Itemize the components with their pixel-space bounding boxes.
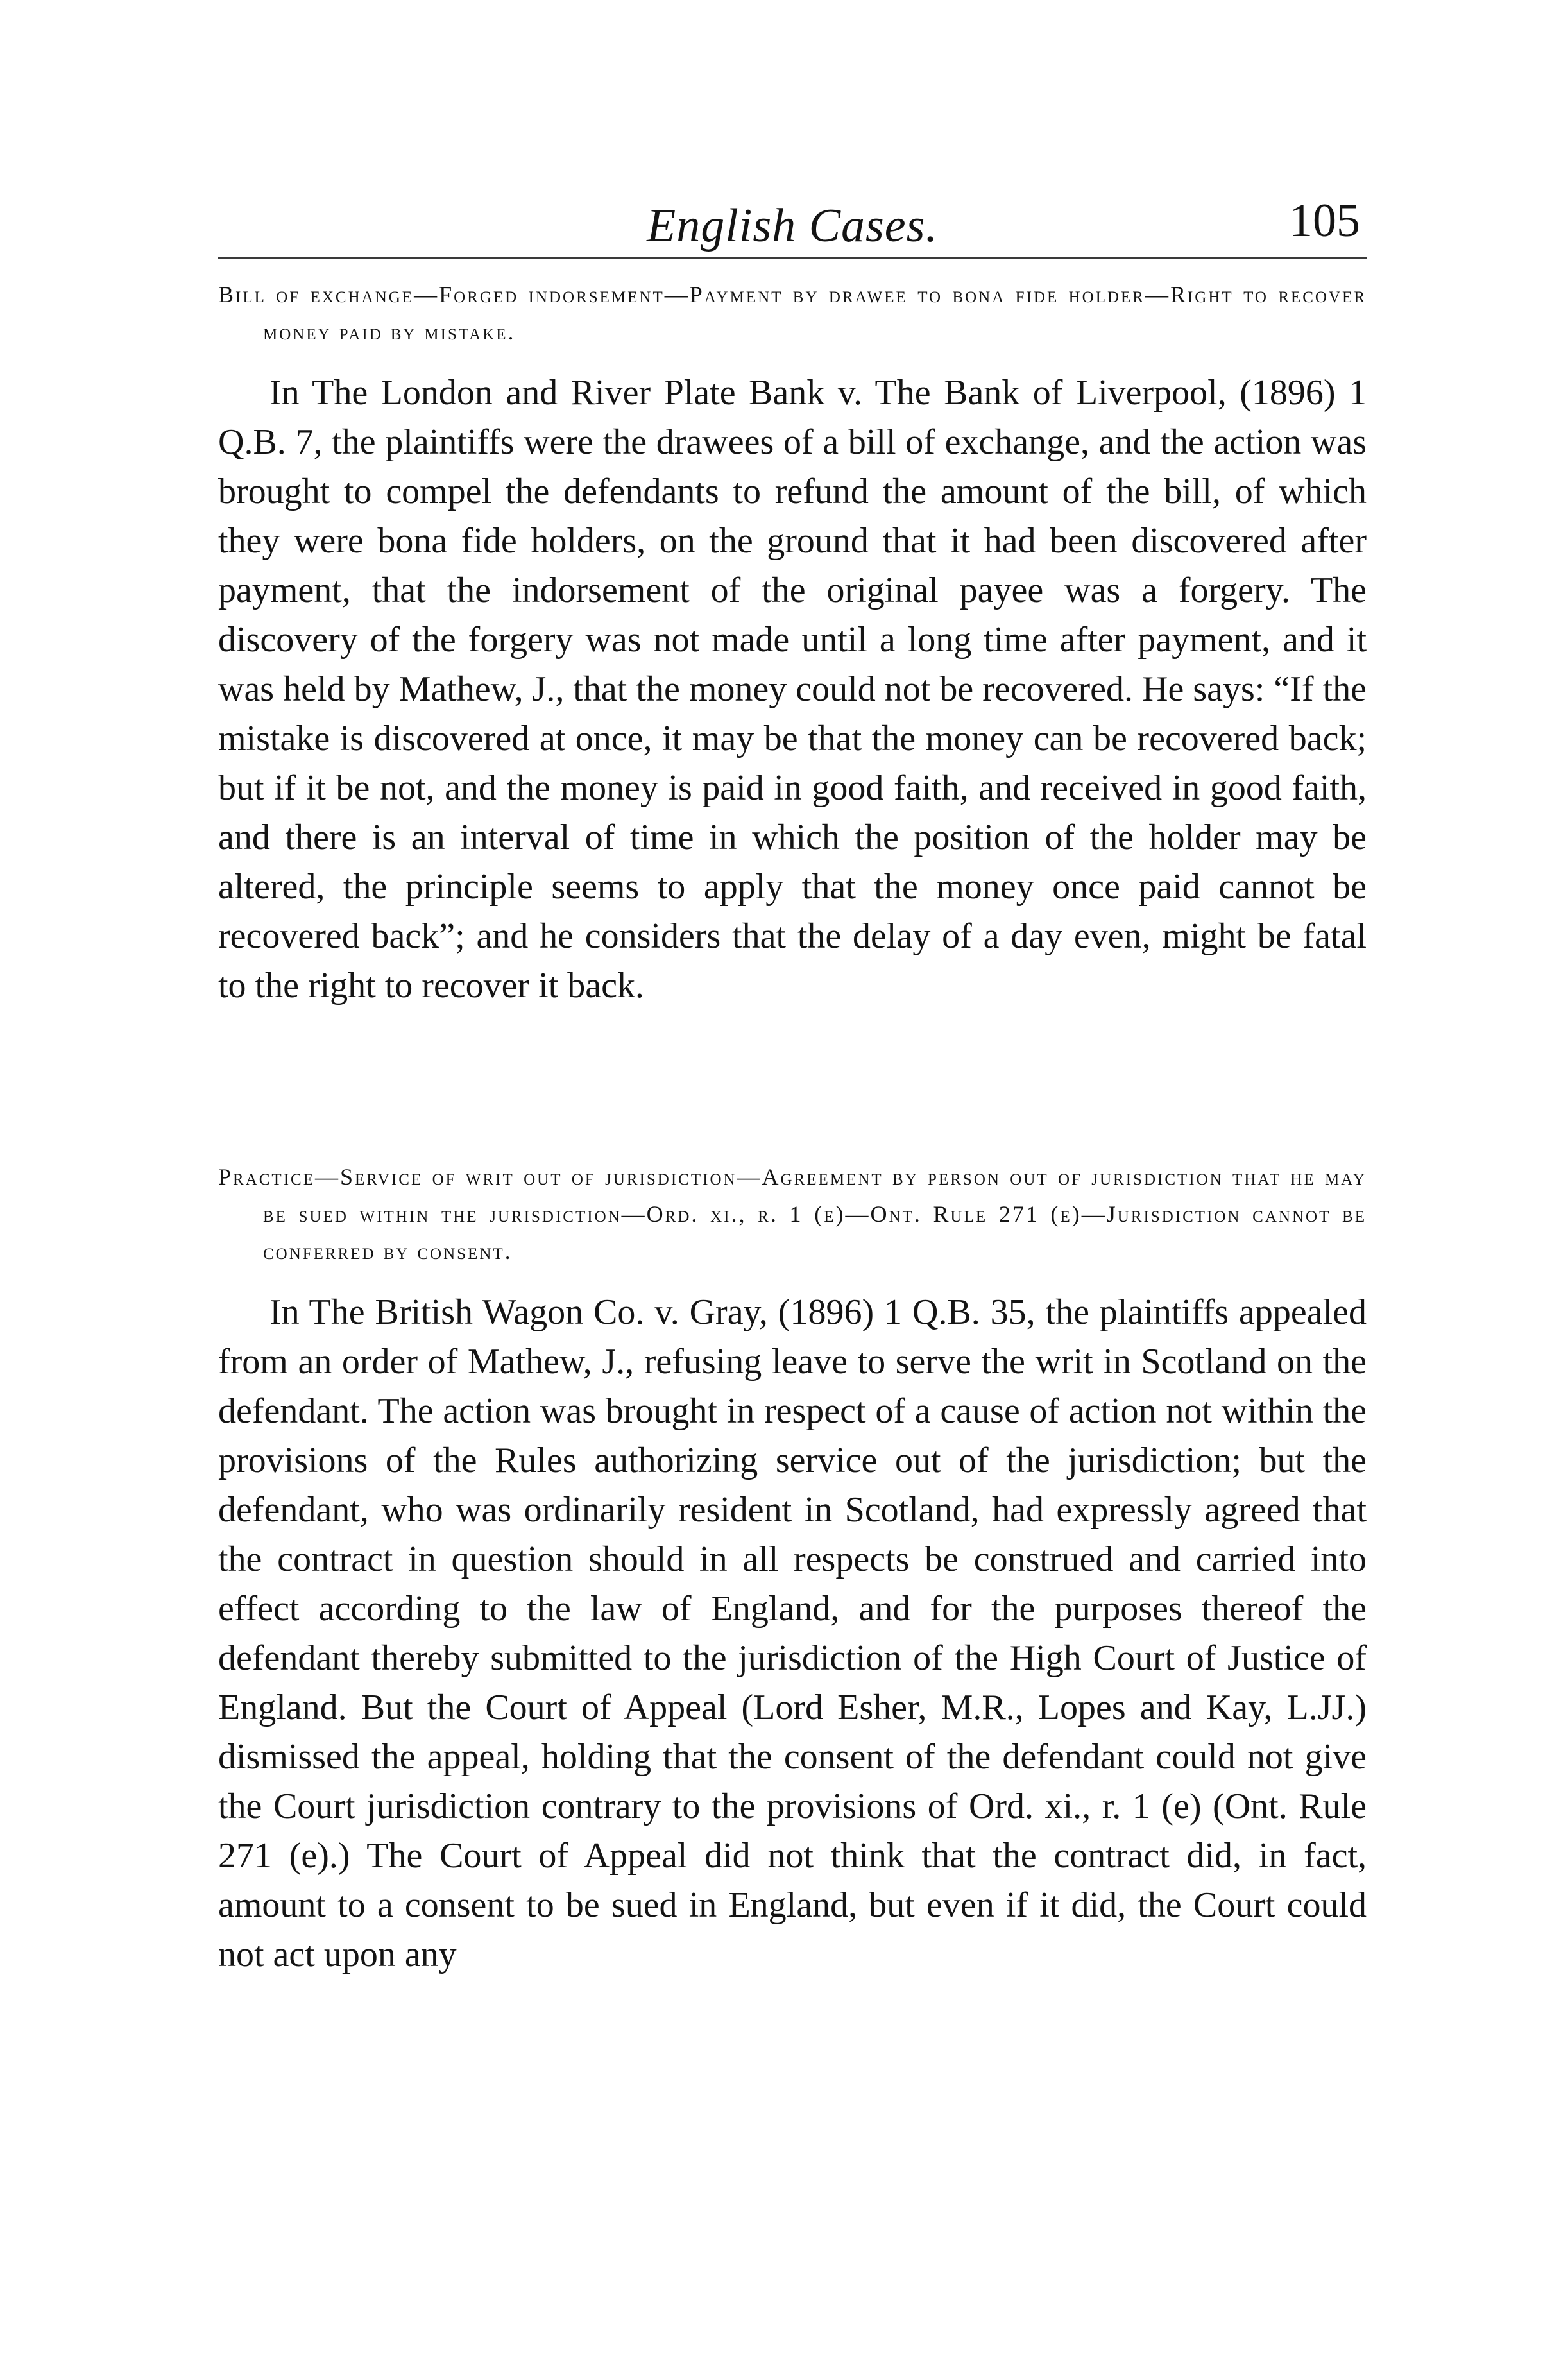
case-headnote: Bill of exchange—Forged indorsement—Payment by drawee to bona fide holder—Right to recover money paid by mistake. — [218, 282, 1367, 345]
page-number: 105 — [1289, 194, 1360, 247]
page-header — [218, 186, 1367, 259]
case-body: In The London and River Plate Bank v. The Bank of Liverpool, (1896) 1 Q.B. 7, the plaintiffs were the drawees of a bill of exchange, and the action was brought to compel the defendants to refund the amount of the bill, of which they were bona fide holders, on the ground that it had been discovered after payment, that the indorsement of the original payee was a forgery. The discovery of the forgery was not made until a long time after payment, and it was held by Mathew, J., that the money could not be recovered. He says: “If the mistake is discovered at once, it may be that the money can be recovered back; but if it be not, and the money is paid in good faith, and received in good faith, and there is an interval of time in which the position of the holder may be altered, the principle seems to apply that the money once paid cannot be recovered back”; and he considers that the delay of a day even, might be fatal to the right to recover it back. — [218, 373, 1367, 1006]
case-body: In The British Wagon Co. v. Gray, (1896) 1 Q.B. 35, the plaintiffs appealed from an order of Mathew, J., refusing leave to serve the writ in Scotland on the defendant. The action was brought in respect of a cause of action not within the provisions of the Rules authorizing service out of the jurisdiction; but the defendant, who was ordinarily resident in Scotland, had expressly agreed that the contract in question should in all respects be construed and carried into effect according to the law of England, and for the purposes thereof the defendant thereby submitted to the jurisdiction of the High Court of Justice of England. But the Court of Appeal (Lord Esher, M.R., Lopes and Kay, L.JJ.) dismissed the appeal, holding that the consent of the defendant could not give the Court jurisdiction contrary to the provisions of Ord. xi., r. 1 (e) (Ont. Rule 271 (e).) The Court of Appeal did not think that the contract did, in fact, amount to a consent to be sued in England, but even if it did, the Court could not act upon any — [218, 1292, 1367, 1974]
case-headnote: Practice—Service of writ out of jurisdiction—Agreement by person out of jurisdiction that he may be sued within the jurisdiction—Ord. xi., r. 1 (e)—Ont. Rule 271 (e)—Jurisdiction cannot be conferred by consent. — [218, 1164, 1367, 1264]
case-section-bill-of-exchange — [218, 276, 1367, 1011]
running-title: English Cases. — [647, 200, 938, 252]
case-section-service-of-writ — [218, 1158, 1367, 1980]
